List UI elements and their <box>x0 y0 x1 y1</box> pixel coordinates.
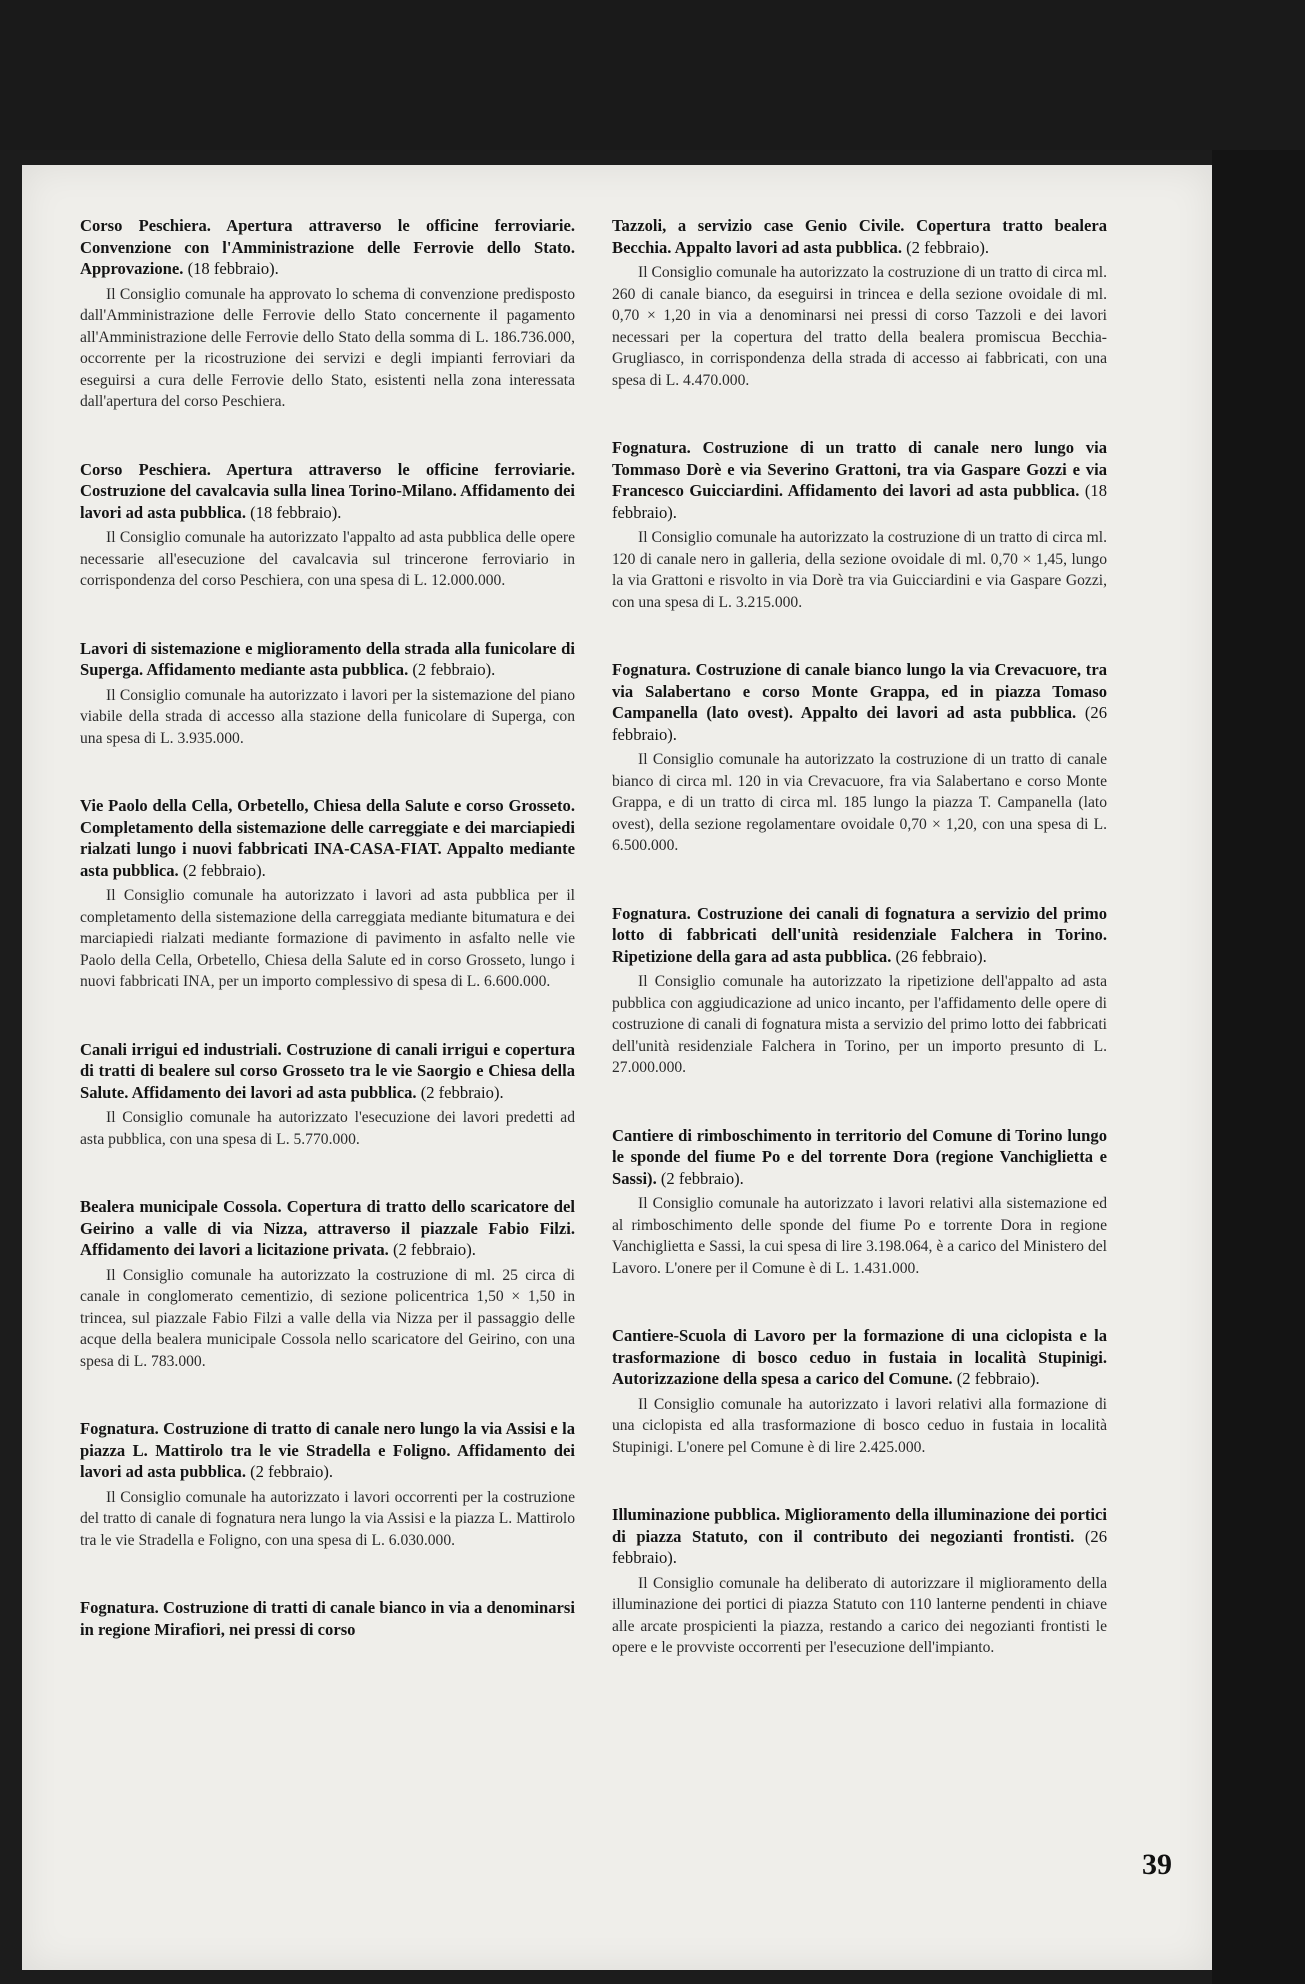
entry-body: Il Consiglio comunale ha autorizzato l'esecuzione dei lavori predetti ad asta pubblica, con una spesa di L. 5.770.000. <box>80 1109 575 1148</box>
entry-title: Fognatura. Costruzione di canale bianco lungo la via Crevacuore, tra via Salabertano e corso Monte Grappa, ed in piazza Tomaso Campanella (lato ovest). Appalto dei lavori ad asta pubblica. <box>612 660 1107 722</box>
entry-heading <box>612 1125 1107 1190</box>
entry-heading <box>612 903 1107 968</box>
entry-date: (2 febbraio). <box>412 660 496 679</box>
entry-heading <box>80 638 575 681</box>
entry-title: Tazzoli, a servizio case Genio Civile. Copertura tratto bealera Becchia. Appalto lavori ad asta pubblica. <box>612 216 1107 257</box>
entry-body: Il Consiglio comunale ha approvato lo schema di convenzione predisposto dall'Amministrazione delle Ferrovie dello Stato concernente il pagamento all'Amministrazione delle Ferrovie dello Stato della somma di L. 186.736.000, occorrente per la ricostruzione dei servizi e degli impianti ferroviari da eseguirsi a cura delle Ferrovie dello Stato, esistenti nella zona interessata dall'apertura del corso Peschiera. <box>80 285 575 410</box>
entry-title: Fognatura. Costruzione dei canali di fognatura a servizio del primo lotto di fabbricati dell'unità residenziale Falchera in Torino. Ripetizione della gara ad asta pubblica. <box>612 903 1107 966</box>
entry-date: (2 febbraio). <box>392 1240 476 1259</box>
entry <box>612 1504 1107 1659</box>
entry-heading <box>80 1597 575 1640</box>
entry-body: Il Consiglio comunale ha autorizzato i lavori occorrenti per la costruzione del tratto di canale di fognatura nera lungo la via Assisi e la piazza L. Mattirolo tra le vie Stradella e Foligno, con una spesa di L. 6.030.000. <box>80 1488 575 1549</box>
entry-title: Lavori di sistemazione e miglioramento della strada alla funicolare di Superga. Affidamento mediante asta pubblica. <box>80 638 575 679</box>
entry <box>80 1597 575 1640</box>
entry-date: (2 febbraio). <box>660 1168 744 1188</box>
page-number: 39 <box>1142 1848 1172 1881</box>
entry <box>80 459 575 592</box>
entry-date: (18 febbraio). <box>187 259 279 278</box>
entry-heading <box>612 1325 1107 1390</box>
entry-title: Fognatura. Costruzione di un tratto di canale nero lungo via Tommaso Dorè e via Severino Grattoni, tra via Gaspare Gozzi e via Francesco Guicciardini. Affidamento dei lavori ad asta pubblica. <box>612 438 1107 500</box>
entry <box>612 1125 1107 1280</box>
entry-body: Il Consiglio comunale ha autorizzato la costruzione di un tratto di canale bianco di circa ml. 120 in via Crevacuore, fra via Salabertano e corso Monte Grappa, e di un tratto di circa ml. 185 lungo la piazza T. Campanella (lato ovest), della sezione regolamentare ovoidale 0,70 × 1,20, con una spesa di L. 6.500.000. <box>612 751 1107 854</box>
entry <box>80 1039 575 1151</box>
entry-body: Il Consiglio comunale ha autorizzato i lavori relativi alla formazione di una ciclopista ed alla trasformazione di bosco ceduo in fustaia in località Stupinigi. L'onere pel Comune è di lire 2.425.000. <box>612 1395 1107 1456</box>
scan-top-margin <box>0 0 1305 150</box>
entry-date: (18 febbraio). <box>250 502 342 522</box>
entry-title: Fognatura. Costruzione di tratti di canale bianco in via a denominarsi in regione Mirafiori, nei pressi di corso <box>80 1598 575 1639</box>
entry-heading <box>80 459 575 524</box>
document-page <box>22 165 1212 1970</box>
entry-body: Il Consiglio comunale ha autorizzato i lavori per la sistemazione del piano viabile della strada di accesso alla stazione della funicolare di Superga, con una spesa di L. 3.935.000. <box>80 686 575 747</box>
entry <box>612 437 1107 613</box>
entry-date: (26 febbraio). <box>612 1526 1107 1567</box>
entry-title: Bealera municipale Cossola. Copertura di tratto dello scaricatore del Geirino a valle di via Nizza, attraverso il piazzale Fabio Filzi. Affidamento dei lavori a licitazione privata. <box>80 1197 575 1259</box>
entry-heading <box>80 795 575 881</box>
entry-heading <box>80 1039 575 1104</box>
entry-heading <box>612 659 1107 745</box>
entry-body: Il Consiglio comunale ha autorizzato i lavori ad asta pubblica per il completamento della sistemazione della carreggiata mediante bitumatura e dei marciapiedi rialzati mediante formazione di pavimento in asfalto nelle vie Paolo della Cella, Orbetello, Chiesa della Salute ed in corso Grosseto, lungo i nuovi fabbricati INA, per un importo complessivo di spesa di L. 6.600.000. <box>80 887 575 990</box>
entry-date: (2 febbraio). <box>906 237 990 257</box>
entry-body: Il Consiglio comunale ha autorizzato la ripetizione dell'appalto ad asta pubblica con aggiudicazione ad unico incanto, per l'affidamento delle opere di costruzione di canali di fognatura mista a servizio del primo lotto dei fabbricati dell'unità residenziale Falchera in Torino, per un importo presunto di L. 27.000.000. <box>612 973 1107 1076</box>
entry-date: (2 febbraio). <box>182 860 266 880</box>
entry-title: Illuminazione pubblica. Miglioramento della illuminazione dei portici di piazza Statuto, con il contributo dei negozianti frontisti. <box>612 1505 1107 1546</box>
entry-title: Cantiere-Scuola di Lavoro per la formazione di una ciclopista e la trasformazione di bosco ceduo in fustaia in località Stupinigi. Autorizzazione della spesa a carico del Comune. <box>612 1326 1107 1388</box>
entry <box>80 795 575 993</box>
entry <box>612 215 1107 391</box>
entry <box>612 659 1107 857</box>
scan-right-margin <box>1212 150 1305 1984</box>
entry-date: (2 febbraio). <box>956 1369 1040 1388</box>
left-column <box>80 215 575 1686</box>
entry-date: (2 febbraio). <box>250 1462 334 1481</box>
right-column <box>612 215 1107 1705</box>
entry-body: Il Consiglio comunale ha deliberato di autorizzare il miglioramento della illuminazione dei portici di piazza Statuto con 110 lanterne pendenti in chiave alle arcate prospicienti la piazza, restando a carico dei negozianti frontisti le opere e le provviste occorrenti per l'esecuzione dell'impianto. <box>612 1574 1107 1656</box>
entry-heading <box>80 215 575 280</box>
entry-date: (26 febbraio). <box>612 703 1107 744</box>
entry-heading <box>80 1196 575 1261</box>
entry-heading <box>80 1418 575 1483</box>
entry-body: Il Consiglio comunale ha autorizzato la costruzione di ml. 25 circa di canale in conglomerato cementizio, di sezione policentrica 1,50 × 1,50 in trincea, sul piazzale Fabio Filzi a valle della via Nizza per il passaggio delle acque della bealera municipale Cossola nello scaricatore del Geirino, con una spesa di L. 783.000. <box>80 1266 575 1370</box>
entry <box>80 215 575 413</box>
entry-date: (26 febbraio). <box>895 946 987 966</box>
entry-body: Il Consiglio comunale ha autorizzato i lavori relativi alla sistemazione ed al rimboschimento delle sponde del fiume Po e torrente Dora in regione Vanchiglietta e Sassi, la cui spesa di lire 3.198.064, è a carico del Ministero del Lavoro. L'onere per il Comune è di L. 1.431.000. <box>612 1195 1107 1277</box>
entry <box>80 1196 575 1372</box>
entry-heading <box>612 215 1107 258</box>
entry <box>80 638 575 750</box>
entry-title: Cantiere di rimboschimento in territorio del Comune di Torino lungo le sponde del fiume Po e del torrente Dora (regione Vanchiglietta e Sassi). <box>612 1125 1107 1188</box>
entry-heading <box>612 437 1107 523</box>
entry-title: Corso Peschiera. Apertura attraverso le officine ferroviarie. Convenzione con l'Amministrazione delle Ferrovie dello Stato. Approvazione. <box>80 216 575 278</box>
entry-body: Il Consiglio comunale ha autorizzato l'appalto ad asta pubblica delle opere necessarie all'esecuzione del cavalcavia sul trincerone ferroviario in corrispondenza del corso Peschiera, con una spesa di L. 12.000.000. <box>80 529 575 589</box>
entry <box>612 903 1107 1079</box>
entry-body: Il Consiglio comunale ha autorizzato la costruzione di un tratto di circa ml. 120 di canale nero in galleria, della sezione ovoidale di ml. 0,70 × 1,45, lungo la via Grattoni e risvolto in via Dorè tra via Guicciardini e via Gaspare Gozzi, con una spesa di L. 3.215.000. <box>612 529 1107 611</box>
entry-date: (2 febbraio). <box>420 1082 504 1102</box>
entry <box>80 1418 575 1551</box>
entry-title: Vie Paolo della Cella, Orbetello, Chiesa della Salute e corso Grosseto. Completamento della sistemazione delle carreggiate e dei marciapiedi rialzati lungo i nuovi fabbricati INA-CASA-FIAT. Appalto mediante asta pubblica. <box>80 796 575 880</box>
entry-body: Il Consiglio comunale ha autorizzato la costruzione di un tratto di circa ml. 260 di canale bianco, da eseguirsi in trincea e della sezione ovoidale di ml. 0,70 × 1,20 in via a denominarsi nei pressi di corso Tazzoli e dei lavori necessari per la copertura del tratto della bealera promiscua Becchia-Grugliasco, in corrispondenza della strada di accesso ai fabbricati, con una spesa di L. 4.470.000. <box>612 264 1107 389</box>
entry-title: Corso Peschiera. Apertura attraverso le officine ferroviarie. Costruzione del cavalcavia sulla linea Torino-Milano. Affidamento dei lavori ad asta pubblica. <box>80 459 575 522</box>
entry-title: Canali irrigui ed industriali. Costruzione di canali irrigui e copertura di tratti di bealere sul corso Grosseto tra le vie Saorgio e Chiesa della Salute. Affidamento dei lavori ad asta pubblica. <box>80 1039 575 1102</box>
entry-heading <box>612 1504 1107 1569</box>
entry-title: Fognatura. Costruzione di tratto di canale nero lungo la via Assisi e la piazza L. Mattirolo tra le vie Stradella e Foligno. Affidamento dei lavori ad asta pubblica. <box>80 1419 575 1481</box>
entry <box>612 1325 1107 1458</box>
entry-date: (18 febbraio). <box>612 481 1107 522</box>
